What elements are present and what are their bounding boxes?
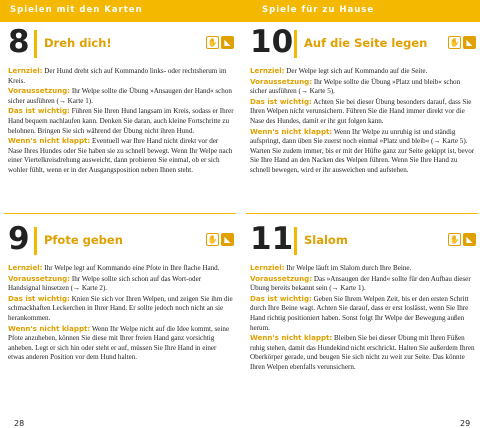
left-page	[4, 22, 236, 428]
dog-icon: ◣	[463, 233, 476, 246]
card-divider	[4, 213, 236, 214]
header-bar	[0, 0, 480, 22]
header-left: Spielen mit den Karten	[10, 5, 143, 15]
nicht-klappt-line: Wenn's nicht klappt: Wenn Ihr Welpe zu unruhig ist und ständig aufspringt, dann üben Sie zuerst noch einmal »Platz und bleib« (→ Karte 5). Warten Sie zudem immer, bis er mit der Hüfte ganz zur Seite gekippt ist, bevor Sie Ihre Hand an den Nacken des Welpen führen. Wenn Sie Ihre Hand zu schnell bewegen, wird er ihr ausweichen und aufstehen.	[250, 126, 475, 174]
card-body	[4, 62, 236, 176]
card-body	[246, 62, 478, 176]
card-11	[246, 219, 478, 373]
card-number: 11	[250, 221, 294, 257]
hand-treat-icon: ✋	[207, 38, 218, 47]
card-icons	[206, 233, 234, 246]
card-icons	[206, 36, 234, 49]
title-bar	[34, 227, 37, 255]
lernziel-line: Lernziel: Der Welpe legt sich auf Kommando auf die Seite.	[250, 66, 428, 75]
card-10	[246, 22, 478, 176]
card-9	[4, 219, 236, 363]
hand-treat-icon: ✋	[207, 235, 218, 244]
hand-treat-icon: ✋	[449, 235, 460, 244]
lernziel-line: Lernziel: Ihr Welpe läuft im Slalom durch Ihre Beine.	[250, 263, 412, 272]
header-right: Spiele für zu Hause	[262, 5, 375, 15]
dog-icon: ◣	[463, 36, 476, 49]
voraussetzung-line: Voraussetzung: Ihr Welpe sollte sich schon auf das Wort-oder Handsignal hinsetzen (→ Karte 2).	[8, 273, 202, 293]
card-title: Pfote geben	[44, 233, 123, 247]
wichtig-line: Das ist wichtig: Knien Sie sich vor Ihren Welpen, und zeigen Sie ihm die schmackhaften Leckerchen in Ihrer Hand. Er sollte jedoch noch nicht an sie herankommen.	[8, 293, 233, 322]
right-page	[246, 22, 478, 428]
dog-icon: ◣	[221, 233, 234, 246]
card-title: Auf die Seite legen	[304, 36, 428, 50]
title-bar	[294, 227, 297, 255]
card-divider	[246, 213, 478, 214]
title-bar	[34, 30, 37, 58]
card-number: 9	[8, 221, 30, 257]
voraussetzung-line: Voraussetzung: Ihr Welpe sollte die Übung »Ansaugen der Hand« schon sicher ausführen (→ Karte 1).	[8, 86, 232, 105]
card-header	[4, 219, 236, 259]
card-body	[4, 259, 236, 363]
hand-treat-icon: ✋	[449, 38, 460, 47]
card-icons	[448, 233, 476, 246]
wichtig-line: Das ist wichtig: Achten Sie bei dieser Übung besonders darauf, dass Sie Ihren Welpen nicht verunsichern. Führen Sie die Hand immer direkt vor die Nase des Hundes, damit er ihr gut folgen kann.	[250, 96, 472, 125]
card-header	[246, 219, 478, 259]
page-number-left: 28	[14, 419, 25, 428]
card-number: 8	[8, 24, 30, 60]
voraussetzung-line: Voraussetzung: Das »Ansaugen der Hand« sollte für den Aufbau dieser Übung bereits bekannt sein (→ Karte 1).	[250, 273, 471, 293]
card-header	[246, 22, 478, 62]
card-title: Dreh dich!	[44, 36, 112, 50]
lernziel-line: Lernziel: Der Hund dreht sich auf Kommando links- oder rechtsherum im Kreis.	[8, 66, 227, 85]
card-8	[4, 22, 236, 176]
lernziel-line: Lernziel: Ihr Welpe legt auf Kommando eine Pfote in Ihre flache Hand.	[8, 263, 220, 272]
nicht-klappt-line: Wenn's nicht klappt: Bleiben Sie bei dieser Übung mit Ihren Füßen ruhig stehen, damit das Hundekind nicht erschrickt. Halten Sie außerdem Ihren Oberkörper gerade, und beugen Sie sich nicht zu weit zur Seite. Das könnte Ihren Welpen ebenfalls verunsichern.	[250, 333, 475, 371]
wichtig-line: Das ist wichtig: Geben Sie Ihrem Welpen Zeit, bis er den ersten Schritt durch Ihre Beine wagt. Achten Sie darauf, dass er erst loslässt, wenn Sie Ihre Hand richtig positioniert haben. Sonst folgt Ihr Welpe der Bewegung außen herum.	[250, 293, 469, 332]
nicht-klappt-line: Wenn's nicht klappt: Eventuell war Ihre Hand nicht direkt vor der Nase Ihres Hundes oder Sie haben sie zu schnell bewegt. Wenn Ihr Welpe nach einer Viertelkreisdrehung ausweicht, dann probieren Sie einmal, ob er sich wohler fühlt, wenn er in der Ausgangsposition neben Ihnen steht.	[8, 136, 233, 174]
page-number-right: 29	[460, 419, 471, 428]
wichtig-line: Das ist wichtig: Führen Sie Ihren Hund langsam im Kreis, sodass er Ihrer Hand bequem nachlaufen kann. Denken Sie daran, auch kleine Fortschritte zu belohnen. Bringen Sie sich während der Übung nicht ihren Hund.	[8, 106, 234, 135]
voraussetzung-line: Voraussetzung: Ihr Welpe sollte die Übung »Platz und bleib« schon sicher ausführen (→ Karte 5).	[250, 76, 461, 96]
card-icons	[448, 36, 476, 49]
card-number: 10	[250, 24, 294, 60]
dog-icon: ◣	[221, 36, 234, 49]
title-bar	[294, 30, 297, 58]
card-body	[246, 259, 478, 373]
card-title: Slalom	[304, 233, 348, 247]
card-header	[4, 22, 236, 62]
nicht-klappt-line: Wenn's nicht klappt: Wenn Ihr Welpe nicht auf die Idee kommt, seine Pfote anzuheben, können Sie diese mit Ihrer freien Hand ganz vorsichtig anheben. Legt er sich hin oder steht er auf, müssen Sie Ihre Hand in einer etwas anderen Position vor dem Hund halten.	[8, 323, 230, 362]
